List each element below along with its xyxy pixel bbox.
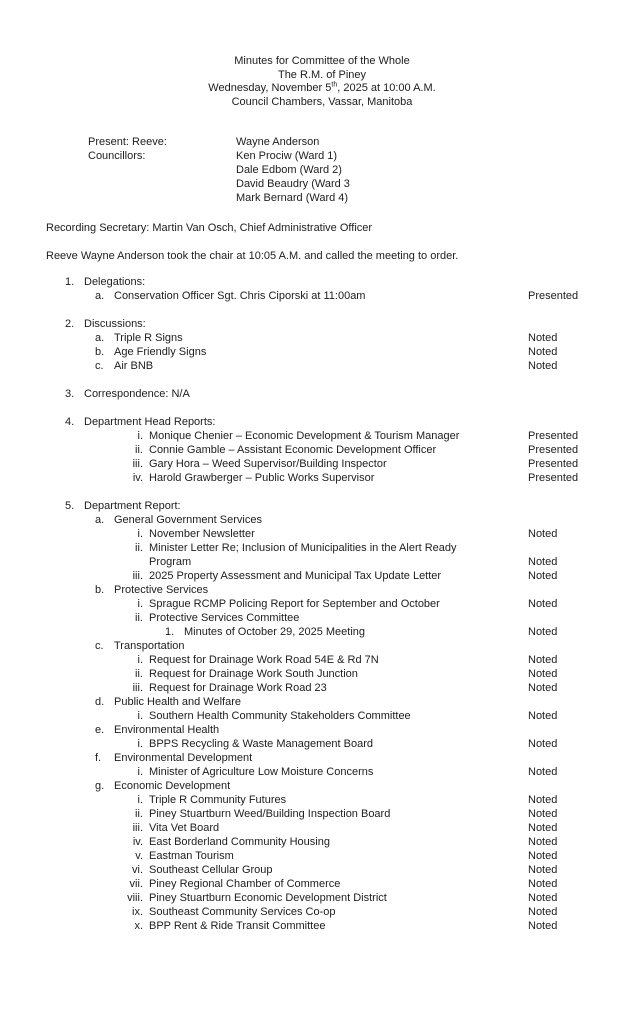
row-marker: b. xyxy=(95,584,105,596)
reeve-name: Wayne Anderson xyxy=(236,136,320,148)
row-text: Public Health and Welfare xyxy=(114,696,241,708)
agenda-item-row xyxy=(0,765,622,779)
agenda-item-row xyxy=(0,667,622,681)
agenda-item-row xyxy=(0,443,622,457)
row-status: Presented xyxy=(528,472,579,484)
row-status: Noted xyxy=(528,556,558,568)
row-marker: e. xyxy=(95,724,105,736)
row-text: Request for Drainage Work Road 54E & Rd 7N xyxy=(149,654,379,666)
row-marker: iii. xyxy=(132,458,143,470)
row-text: November Newsletter xyxy=(149,528,255,540)
row-marker: iii. xyxy=(132,570,143,582)
row-text: Southern Health Community Stakeholders Committee xyxy=(149,710,411,722)
row-marker: i. xyxy=(137,766,143,778)
agenda-section xyxy=(0,317,622,373)
agenda-item-row xyxy=(0,877,622,891)
row-text-line2: Program xyxy=(149,556,192,568)
councillor-name: Mark Bernard (Ward 4) xyxy=(236,192,349,204)
row-marker: 1. xyxy=(165,626,175,638)
agenda-item-row xyxy=(0,331,622,345)
section-marker: 4. xyxy=(65,416,75,428)
row-text: 2025 Property Assessment and Municipal Tax Update Letter xyxy=(149,570,442,582)
agenda-item-row xyxy=(0,611,622,625)
agenda-section xyxy=(0,387,622,401)
row-text: Eastman Tourism xyxy=(149,850,234,862)
row-marker: g. xyxy=(95,780,105,792)
attendance-row xyxy=(0,135,622,149)
row-status: Noted xyxy=(528,626,558,638)
row-status: Noted xyxy=(528,808,558,820)
row-marker: ii. xyxy=(135,808,143,820)
meeting-date-post: , 2025 at 10:00 A.M. xyxy=(337,82,436,94)
row-text: Protective Services Committee xyxy=(149,612,300,624)
agenda-item-row xyxy=(0,821,622,835)
agenda-item-row xyxy=(0,653,622,667)
row-status: Noted xyxy=(528,822,558,834)
agenda-item-row xyxy=(0,457,622,471)
row-status: Noted xyxy=(528,836,558,848)
row-marker: iii. xyxy=(132,822,143,834)
section-rows xyxy=(0,331,622,373)
agenda-item-row xyxy=(0,345,622,359)
attendance-block xyxy=(0,135,622,205)
row-text: Air BNB xyxy=(114,360,154,372)
agenda-item-row xyxy=(0,807,622,821)
section-heading: Department Report: xyxy=(84,500,181,512)
row-marker: iv. xyxy=(132,836,143,848)
row-status: Noted xyxy=(528,360,558,372)
row-status: Noted xyxy=(528,682,558,694)
row-status: Noted xyxy=(528,710,558,722)
agenda-item-row xyxy=(0,695,622,709)
agenda-item-row xyxy=(0,863,622,877)
row-text: General Government Services xyxy=(114,514,262,526)
row-text: Minutes of October 29, 2025 Meeting xyxy=(184,626,365,638)
councillor-name: David Beaudry (Ward 3 xyxy=(236,178,350,190)
row-text: Minister Letter Re; Inclusion of Municipalities in the Alert Ready Program xyxy=(149,542,457,568)
row-marker: i. xyxy=(137,528,143,540)
row-status: Noted xyxy=(528,920,558,932)
agenda-item-row xyxy=(0,737,622,751)
section-rows xyxy=(0,513,622,933)
agenda-item-row xyxy=(0,597,622,611)
row-status: Noted xyxy=(528,668,558,680)
section-marker: 1. xyxy=(65,276,75,288)
document-title: Minutes for Committee of the Whole xyxy=(234,55,410,67)
agenda-item-row xyxy=(0,541,622,569)
row-text: Request for Drainage Work Road 23 xyxy=(149,682,327,694)
row-marker: i. xyxy=(137,654,143,666)
agenda-item-row xyxy=(0,289,622,303)
section-heading: Delegations: xyxy=(84,276,146,288)
row-marker: b. xyxy=(95,346,105,358)
attendance-row xyxy=(0,149,622,163)
row-marker: i. xyxy=(137,430,143,442)
row-text: Monique Chenier – Economic Development & Tourism Manager xyxy=(149,430,460,442)
row-status: Noted xyxy=(528,346,558,358)
row-text: Gary Hora – Weed Supervisor/Building Inspector xyxy=(149,458,387,470)
row-marker: c. xyxy=(95,360,104,372)
present-reeve-label: Present: Reeve: xyxy=(88,136,167,148)
row-text: Connie Gamble – Assistant Economic Development Officer xyxy=(149,444,437,456)
agenda-item-row xyxy=(0,359,622,373)
row-text: Piney Stuartburn Economic Development District xyxy=(149,892,387,904)
section-marker: 5. xyxy=(65,500,75,512)
agenda-item-row xyxy=(0,905,622,919)
row-marker: i. xyxy=(137,794,143,806)
attendance-row xyxy=(0,163,622,177)
agenda-item-row xyxy=(0,751,622,765)
row-text: Environmental Health xyxy=(114,724,220,736)
row-text: Piney Regional Chamber of Commerce xyxy=(149,878,341,890)
row-marker: f. xyxy=(95,752,102,764)
row-status: Noted xyxy=(528,892,558,904)
agenda-item-row xyxy=(0,583,622,597)
row-marker: vi. xyxy=(132,864,143,876)
section-heading-row xyxy=(0,499,622,513)
agenda-item-row xyxy=(0,639,622,653)
agenda xyxy=(0,275,622,933)
section-heading-row xyxy=(0,387,622,401)
row-marker: a. xyxy=(95,514,105,526)
meeting-datetime xyxy=(22,82,622,96)
agenda-section xyxy=(0,275,622,303)
row-text: Transportation xyxy=(114,640,185,652)
agenda-item-row xyxy=(0,835,622,849)
row-marker: iv. xyxy=(132,472,143,484)
row-status: Noted xyxy=(528,878,558,890)
row-marker: ii. xyxy=(135,668,143,680)
row-marker: i. xyxy=(137,598,143,610)
agenda-item-row xyxy=(0,527,622,541)
row-marker: a. xyxy=(95,332,105,344)
row-status: Noted xyxy=(528,332,558,344)
row-status: Noted xyxy=(528,766,558,778)
row-marker: vii. xyxy=(129,878,143,890)
row-marker: v. xyxy=(135,850,143,862)
row-marker: ii. xyxy=(135,612,143,624)
row-text: Triple R Signs xyxy=(114,332,183,344)
section-heading: Correspondence: N/A xyxy=(84,388,190,400)
row-marker: c. xyxy=(95,640,104,652)
row-text: Minister of Agriculture Low Moisture Concerns xyxy=(149,766,374,778)
section-heading-row xyxy=(0,275,622,289)
row-text: BPPS Recycling & Waste Management Board xyxy=(149,738,373,750)
row-text: Harold Grawberger – Public Works Supervisor xyxy=(149,472,375,484)
row-text: Request for Drainage Work South Junction xyxy=(149,668,358,680)
row-status: Presented xyxy=(528,444,579,456)
agenda-section xyxy=(0,415,622,485)
row-text: Triple R Community Futures xyxy=(149,794,287,806)
councillors-label: Councillors: xyxy=(88,150,146,162)
row-marker: x. xyxy=(134,920,143,932)
agenda-item-row xyxy=(0,625,622,639)
row-marker: ii. xyxy=(135,542,143,554)
section-heading-row xyxy=(0,317,622,331)
section-marker: 3. xyxy=(65,388,75,400)
agenda-item-row xyxy=(0,919,622,933)
meeting-date-ordinal: th xyxy=(331,81,338,89)
row-text: Piney Stuartburn Weed/Building Inspection Board xyxy=(149,808,391,820)
row-text: East Borderland Community Housing xyxy=(149,836,330,848)
section-heading-row xyxy=(0,415,622,429)
row-status: Noted xyxy=(528,906,558,918)
attendance-row xyxy=(0,191,622,205)
agenda-item-row xyxy=(0,681,622,695)
agenda-item-row xyxy=(0,849,622,863)
row-text: Age Friendly Signs xyxy=(114,346,207,358)
row-marker: i. xyxy=(137,710,143,722)
organization-name: The R.M. of Piney xyxy=(277,68,367,81)
section-marker: 2. xyxy=(65,318,75,330)
row-text: Protective Services xyxy=(114,584,209,596)
row-status: Noted xyxy=(528,528,558,540)
row-text: BPP Rent & Ride Transit Committee xyxy=(149,920,326,932)
row-status: Presented xyxy=(528,290,579,302)
row-marker: a. xyxy=(95,290,105,302)
row-marker: viii. xyxy=(127,892,143,904)
row-text: Conservation Officer Sgt. Chris Ciporski at 11:00am xyxy=(114,290,366,302)
agenda-item-row xyxy=(0,471,622,485)
row-text: Vita Vet Board xyxy=(149,822,220,834)
row-marker: iii. xyxy=(132,682,143,694)
row-status: Noted xyxy=(528,794,558,806)
row-status: Noted xyxy=(528,850,558,862)
agenda-item-row xyxy=(0,709,622,723)
row-text: Southeast Community Services Co-op xyxy=(149,906,336,918)
row-marker: d. xyxy=(95,696,105,708)
call-to-order-line: Reeve Wayne Anderson took the chair at 10:05 A.M. and called the meeting to order. xyxy=(46,250,459,262)
agenda-item-row xyxy=(0,723,622,737)
section-heading: Discussions: xyxy=(84,318,146,330)
agenda-section xyxy=(0,499,622,933)
row-marker: ii. xyxy=(135,444,143,456)
councillor-name: Ken Prociw (Ward 1) xyxy=(236,150,338,162)
row-marker: i. xyxy=(137,738,143,750)
section-heading: Department Head Reports: xyxy=(84,416,216,428)
agenda-item-row xyxy=(0,779,622,793)
document-header xyxy=(22,55,622,109)
row-status: Noted xyxy=(528,598,558,610)
row-status: Noted xyxy=(528,654,558,666)
agenda-item-row xyxy=(0,569,622,583)
section-rows xyxy=(0,289,622,303)
row-marker: ix. xyxy=(132,906,143,918)
section-rows xyxy=(0,429,622,485)
row-text: Economic Development xyxy=(114,780,231,792)
row-status: Noted xyxy=(528,570,558,582)
row-status: Presented xyxy=(528,458,579,470)
meeting-date-pre: Wednesday, November 5 xyxy=(208,82,332,94)
row-status: Presented xyxy=(528,430,579,442)
row-status: Noted xyxy=(528,864,558,876)
row-text: Sprague RCMP Policing Report for September and October xyxy=(149,598,440,610)
row-text: Southeast Cellular Group xyxy=(149,864,273,876)
agenda-item-row xyxy=(0,891,622,905)
agenda-item-row xyxy=(0,513,622,527)
row-status: Noted xyxy=(528,738,558,750)
agenda-item-row xyxy=(0,793,622,807)
row-text: Environmental Development xyxy=(114,752,253,764)
councillor-name: Dale Edbom (Ward 2) xyxy=(236,164,342,176)
agenda-item-row xyxy=(0,429,622,443)
meeting-location: Council Chambers, Vassar, Manitoba xyxy=(231,95,413,108)
attendance-row xyxy=(0,177,622,191)
recording-secretary-line: Recording Secretary: Martin Van Osch, Chief Administrative Officer xyxy=(46,222,373,234)
